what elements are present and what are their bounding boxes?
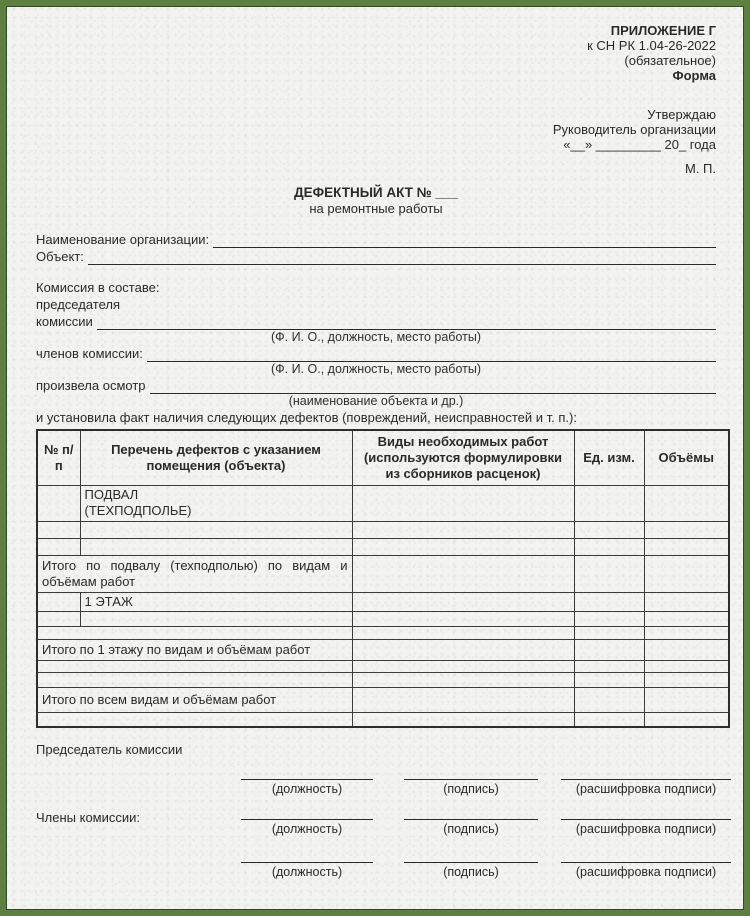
chairman-signature-row: [36, 779, 716, 797]
appendix-reference: к СН РК 1.04-26-2022: [587, 38, 716, 53]
floor1-label: 1 ЭТАЖ: [80, 592, 352, 611]
member-signature-row: [36, 862, 716, 880]
members-signature-caption: Члены комиссии:: [36, 810, 141, 825]
table-row-empty-merged: [37, 626, 729, 639]
defects-table: [36, 429, 730, 728]
approval-date: «__» _________ 20_ года: [563, 137, 716, 152]
stamp-placeholder: М. П.: [684, 161, 716, 176]
inspect-blank-line: [150, 377, 716, 394]
signatures-section: [36, 742, 716, 880]
member-signature-row: [36, 810, 717, 837]
approval-head: Руководитель организации: [552, 122, 716, 137]
doc-subtitle: на ремонтные работы: [309, 201, 443, 216]
table-row-floor1: [37, 592, 729, 611]
approval-block: [36, 107, 716, 152]
signature-blank: (подпись): [404, 819, 538, 837]
transcript-blank: (расшифровка подписи): [561, 862, 731, 880]
object-field: [36, 248, 716, 265]
table-row-empty-merged: [37, 712, 729, 727]
col-header-num: № п/п: [37, 430, 80, 485]
table-row-empty: [37, 611, 729, 626]
inspect-label: произвела осмотр: [36, 378, 146, 393]
members-label: членов комиссии:: [36, 346, 143, 361]
commission-section: [36, 279, 716, 426]
position-blank: (должность): [241, 779, 373, 797]
signature-blank: (подпись): [404, 779, 538, 797]
table-row-empty-merged: [37, 660, 729, 672]
chairman-blank-line: [97, 313, 716, 330]
table-row-empty-merged: [37, 672, 729, 687]
approval-approve: Утверждаю: [647, 107, 716, 122]
organization-blank-line: [213, 231, 716, 248]
total-all-label: Итого по всем видам и объёмам работ: [37, 687, 352, 712]
object-blank-line: [88, 248, 716, 265]
organization-field: [36, 231, 716, 248]
basement-label-line1: ПОДВАЛ: [84, 487, 139, 502]
organization-label: Наименование организации:: [36, 232, 210, 247]
transcript-blank: (расшифровка подписи): [561, 819, 731, 837]
chairman-label: комиссии: [36, 314, 93, 329]
total-floor1-label: Итого по 1 этажу по видам и объёмам работ: [37, 639, 352, 660]
table-row-basement: [37, 485, 729, 521]
basement-label-line2: (ТЕХПОДПОЛЬЕ): [84, 503, 192, 518]
members-fio-hint: (Ф. И. О., должность, место работы): [270, 362, 482, 376]
members-blank-line: [147, 345, 716, 362]
col-header-unit: Ед. изм.: [574, 430, 644, 485]
members-field: [36, 345, 716, 362]
object-label: Объект:: [36, 249, 84, 264]
chairman-field: [36, 313, 716, 330]
col-header-defects: Перечень дефектов с указанием помещения (объекта): [80, 430, 352, 485]
transcript-blank: (расшифровка подписи): [561, 779, 731, 797]
table-row-total-basement: [37, 555, 729, 592]
chairman-fio-hint: (Ф. И. О., должность, место работы): [270, 330, 482, 344]
inspect-object-hint: (наименование объекта и др.): [288, 394, 464, 408]
table-row-total-floor1: [37, 639, 729, 660]
table-row-total-all: [37, 687, 729, 712]
total-basement-label: Итого по подвалу (техподполью) по видам и объёмам работ: [37, 555, 352, 592]
position-blank: (должность): [241, 819, 373, 837]
position-blank: (должность): [241, 862, 373, 880]
appendix-block: [36, 23, 716, 83]
appendix-form: Форма: [672, 68, 716, 83]
table-row-empty: [37, 521, 729, 538]
commission-intro: Комиссия в составе:: [36, 280, 160, 295]
established-line: и установила факт наличия следующих дефектов (повреждений, неисправностей и т. п.):: [36, 410, 577, 425]
col-header-works: Виды необходимых работ (используются формулировки из сборников расценок): [352, 430, 574, 485]
col-header-volume: Объёмы: [644, 430, 729, 485]
signature-blank: (подпись): [404, 862, 538, 880]
table-header-row: [37, 430, 729, 485]
inspect-field: [36, 377, 716, 394]
doc-title: ДЕФЕКТНЫЙ АКТ № ___: [293, 185, 459, 200]
commission-chairman-word: председателя: [36, 297, 121, 312]
appendix-mandatory: (обязательное): [624, 53, 716, 68]
table-row-empty: [37, 538, 729, 555]
appendix-title: ПРИЛОЖЕНИЕ Г: [610, 23, 716, 38]
chairman-signature-caption: Председатель комиссии: [36, 742, 183, 757]
